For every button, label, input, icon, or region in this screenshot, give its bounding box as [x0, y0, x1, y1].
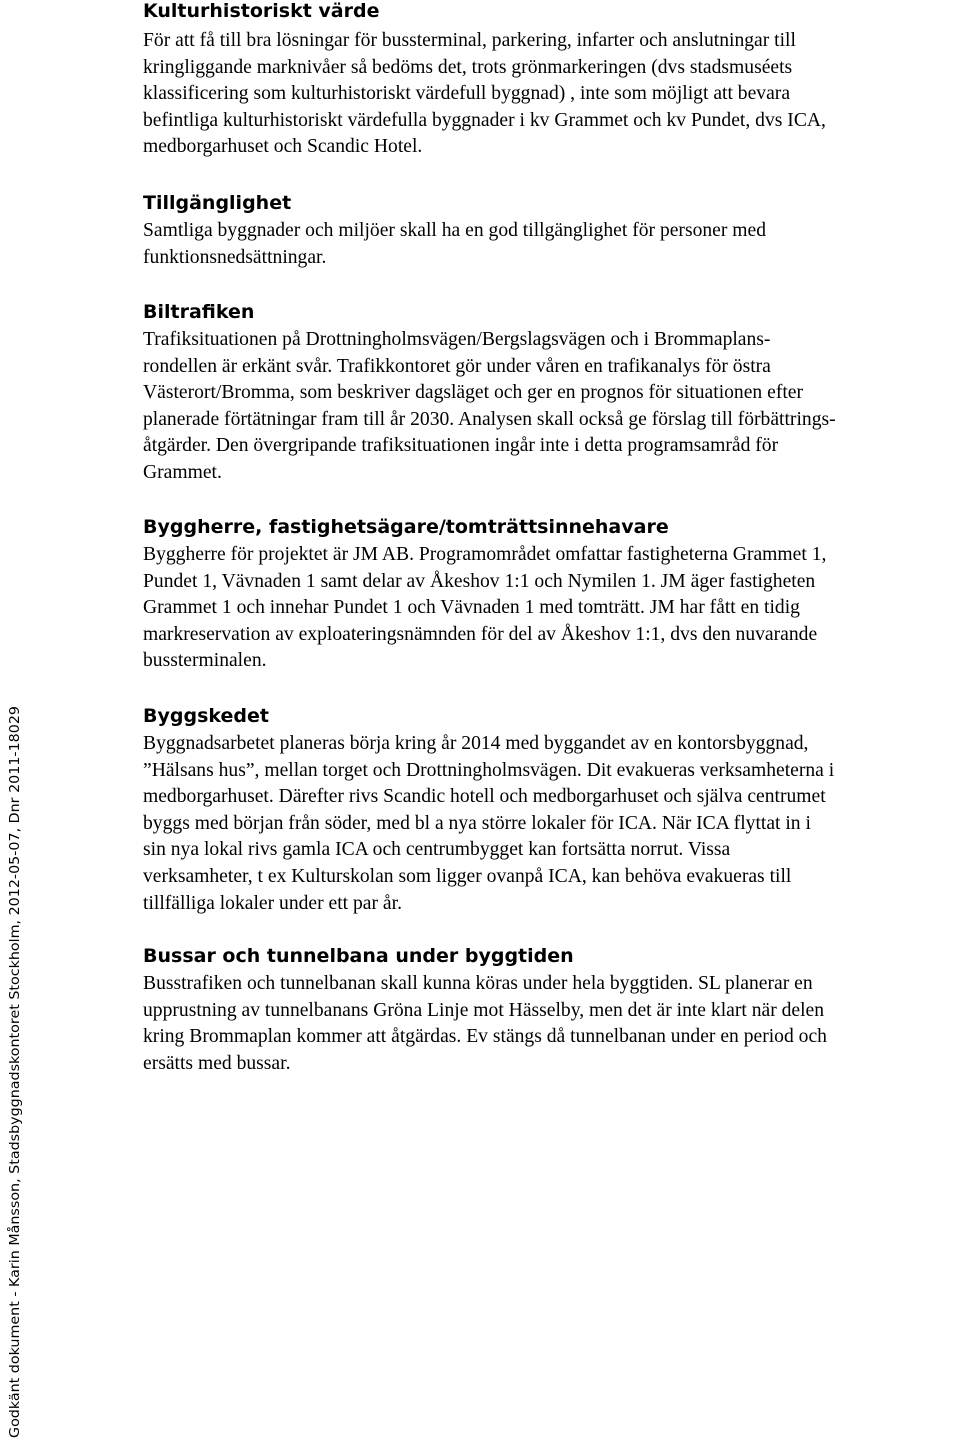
section-construction-phase — [143, 703, 951, 917]
section-heading: Kulturhistoriskt värde — [143, 0, 380, 22]
approval-stamp-text: Godkänt dokument - Karin Månsson, Stadsbyggnadskontoret Stockholm, 2012-05-07, Dnr 2011-18029 — [8, 751, 23, 1438]
section-heading: Byggherre, fastighetsägare/tomträttsinnehavare — [143, 516, 669, 538]
section-paragraph: Byggherre för projektet är JM AB. Programområdet omfattar fastigheterna Grammet 1, Pundet 1, Vävnaden 1 samt delar av Åkeshov 1:1 och Nymilen 1. JM äger fastigheten Grammet 1 och innehar Pundet 1 och Vävnaden 1 med tomträtt. JM har fått en tidig markreservation av exploateringsnämnden för del av Åkeshov 1:1, dvs den nuvarande bussterminalen. — [143, 544, 827, 672]
section-accessibility — [143, 190, 951, 271]
section-heading: Biltrafiken — [143, 301, 255, 323]
section-developer-owner — [143, 514, 951, 675]
section-paragraph: Samtliga byggnader och miljöer skall ha en god tillgänglighet för personer med funktionsnedsättningar. — [143, 220, 767, 268]
section-heading: Tillgänglighet — [143, 192, 292, 214]
approval-stamp — [0, 0, 30, 1440]
section-paragraph: Byggnadsarbetet planeras börja kring år 2014 med byggandet av en kontorsbyggnad, ”Hälsans hus”, mellan torget och Drottningholmsvägen. Dit evakueras verksamheterna i medborgarhuset. Därefter rivs Scandic hotell och medborgarhuset och själva centrumet byggs med början från söder, med bl a nya större lokaler för ICA. När ICA flyttat in i sin nya lokal rivs gamla ICA och centrumbygget kan fortsätta norrut. Vissa verksamheter, t ex Kulturskolan som ligger ovanpå ICA, kan behöva evakueras till tillfälliga lokaler under ett par år. — [143, 733, 835, 914]
section-paragraph: Busstrafiken och tunnelbanan skall kunna köras under hela byggtiden. SL planerar en upprustning av tunnelbanans Gröna Linje mot Hässelby, men det är inte klart när delen kring Brommaplan kommer att åtgärdas. Ev stängs då tunnelbanan under en period och ersätts med bussar. — [143, 973, 827, 1074]
section-paragraph: För att få till bra lösningar för bussterminal, parkering, infarter och anslutningar till kringliggande marknivåer så bedöms det, trots grönmarkeringen (dvs stadsmuséets klassificering som kulturhistoriskt värdefull byggnad) , inte som möjligt att bevara befintliga kulturhistoriskt värdefulla byggnader i kv Grammet och kv Pundet, dvs ICA, medborgarhuset och Scandic Hotel. — [143, 30, 826, 158]
section-heading: Byggskedet — [143, 705, 269, 727]
section-paragraph: Trafiksituationen på Drottningholmsvägen/Bergslagsvägen och i Brommaplans- rondellen är erkänt svår. Trafikkontoret gör under våren en trafikanalys för östra Västerort/Bromma, som beskriver dagsläget och ger en prognos för situationen efter planerade förtätningar fram till år 2030. Analysen skall också ge förslag till förbättrings- åtgärder. Den övergripande trafiksituationen ingår inte i detta programsamråd för Grammet. — [143, 329, 836, 483]
section-buses-subway — [143, 943, 951, 1077]
section-cultural-value — [143, 0, 951, 161]
section-heading: Bussar och tunnelbana under byggtiden — [143, 945, 574, 967]
section-car-traffic — [143, 299, 951, 487]
